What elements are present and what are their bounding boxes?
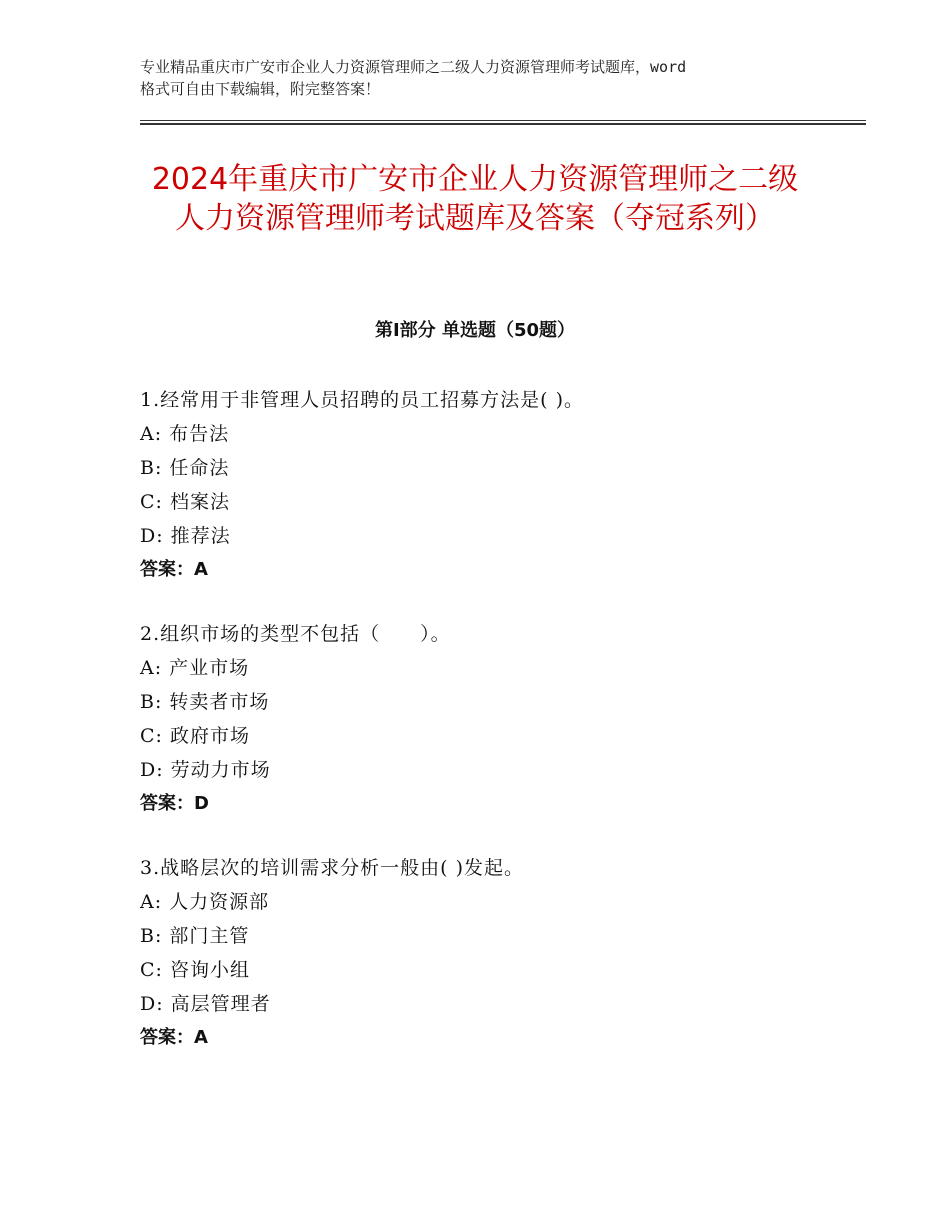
option-b: B: 转卖者市场 bbox=[140, 691, 270, 713]
option-b: B: 任命法 bbox=[140, 457, 230, 479]
header-divider-thick bbox=[140, 123, 866, 125]
question-stem: 3.战略层次的培训需求分析一般由( )发起。 bbox=[140, 857, 524, 879]
option-d: D: 推荐法 bbox=[140, 525, 231, 547]
option-a: A: 布告法 bbox=[140, 423, 230, 445]
option-a: A: 人力资源部 bbox=[140, 891, 270, 913]
header-note: 专业精品重庆市广安市企业人力资源管理师之二级人力资源管理师考试题库，word 格式可自由下载编辑，附完整答案！ bbox=[140, 58, 687, 98]
option-c: C: 咨询小组 bbox=[140, 959, 250, 981]
option-c: C: 政府市场 bbox=[140, 725, 250, 747]
question-list bbox=[140, 383, 830, 1085]
answer: 答案：A bbox=[140, 1027, 208, 1048]
section-title: 第Ⅰ部分 单选题（50题） bbox=[374, 320, 575, 341]
answer: 答案：D bbox=[140, 793, 209, 814]
document-title: 2024年重庆市广安市企业人力资源管理师之二级人力资源管理师考试题库及答案（夺冠系列） bbox=[151, 162, 799, 236]
option-c: C: 档案法 bbox=[140, 491, 230, 513]
option-d: D: 高层管理者 bbox=[140, 993, 271, 1015]
question-stem: 1.经常用于非管理人员招聘的员工招募方法是( )。 bbox=[140, 389, 584, 411]
answer: 答案：A bbox=[140, 559, 208, 580]
question-3 bbox=[140, 851, 830, 1055]
option-d: D: 劳动力市场 bbox=[140, 759, 271, 781]
option-b: B: 部门主管 bbox=[140, 925, 250, 947]
question-2 bbox=[140, 617, 830, 821]
question-stem: 2.组织市场的类型不包括（ ）。 bbox=[140, 623, 451, 645]
option-a: A: 产业市场 bbox=[140, 657, 250, 679]
header-divider-thin bbox=[140, 120, 866, 121]
question-1 bbox=[140, 383, 830, 587]
